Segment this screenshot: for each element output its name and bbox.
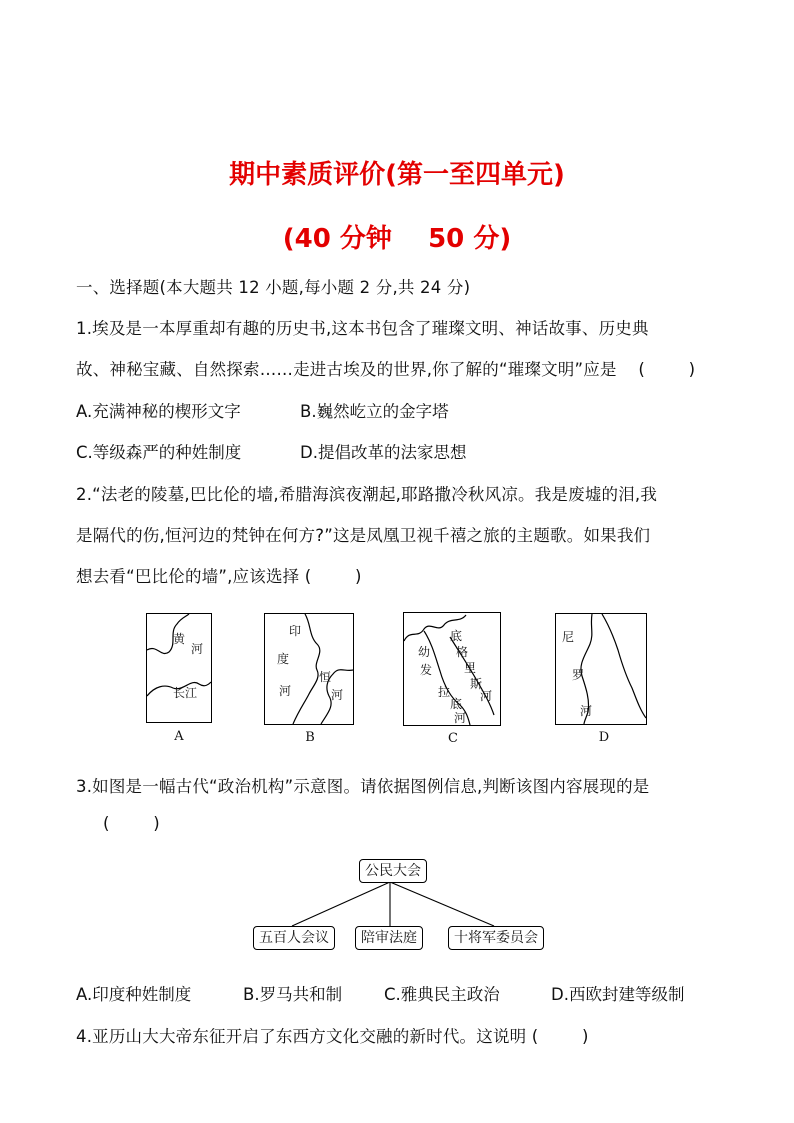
diagram-node-generals: 十将军委员会 — [448, 926, 544, 950]
map-b-label-2: 度 — [277, 652, 290, 666]
question-3-line-2: ( ) — [103, 814, 160, 833]
q3-option-b[interactable]: B.罗马共和制 — [243, 985, 343, 1004]
map-a-caption: A — [174, 729, 184, 744]
map-c-label-6: 幼 — [418, 645, 431, 659]
map-a-label-2: 河 — [191, 642, 204, 656]
question-1-line-2: 故、神秘宝藏、自然探索……走进古埃及的世界,你了解的“璀璨文明”应是 ( ) — [76, 360, 696, 379]
map-b-label-4: 恒 — [319, 670, 332, 684]
map-b-label-5: 河 — [331, 688, 344, 702]
question-2-line-1: 2.“法老的陵墓,巴比伦的墙,希腊海滨夜潮起,耶路撒冷秋风凉。我是废墟的泪,我 — [76, 485, 658, 504]
map-b-label-1: 印 — [289, 624, 302, 638]
map-c-label-4: 斯 — [470, 677, 483, 691]
map-c-label-7: 发 — [420, 663, 433, 677]
diagram-node-council: 五百人会议 — [253, 926, 335, 950]
map-c-label-9: 底 — [450, 697, 463, 711]
q1-option-d[interactable]: D.提倡改革的法家思想 — [300, 443, 467, 462]
q3-option-a[interactable]: A.印度种姓制度 — [76, 985, 192, 1004]
map-d-label-2: 罗 — [572, 668, 585, 682]
q1-option-b[interactable]: B.巍然屹立的金字塔 — [300, 402, 449, 421]
question-3-line-1: 3.如图是一幅古代“政治机构”示意图。请依据图例信息,判断该图内容展现的是 — [76, 777, 650, 796]
diagram-node-court: 陪审法庭 — [355, 926, 423, 950]
map-d-caption: D — [598, 730, 610, 745]
map-d-label-1: 尼 — [562, 630, 575, 644]
q1-option-a[interactable]: A.充满神秘的楔形文字 — [76, 402, 241, 421]
q3-option-c[interactable]: C.雅典民主政治 — [384, 985, 500, 1004]
map-c-label-5: 河 — [480, 689, 493, 703]
page-title: 期中素质评价(第一至四单元) — [229, 160, 565, 190]
map-c-label-8: 拉 — [438, 685, 451, 699]
map-c-caption: C — [448, 731, 458, 746]
map-c-label-10: 河 — [454, 711, 467, 725]
question-2-line-3: 想去看“巴比伦的墙”,应该选择 ( ) — [76, 567, 362, 586]
section-heading: 一、选择题(本大题共 12 小题,每小题 2 分,共 24 分) — [76, 278, 471, 297]
page-subtitle: (40 分钟 50 分) — [282, 224, 512, 254]
map-b-label-3: 河 — [279, 684, 292, 698]
question-1-line-1: 1.埃及是一本厚重却有趣的历史书,这本书包含了璀璨文明、神话故事、历史典 — [76, 319, 649, 338]
question-2-line-2: 是隔代的伤,恒河边的梵钟在何方?”这是凤凰卫视千禧之旅的主题歌。如果我们 — [76, 526, 651, 545]
question-4-line-1: 4.亚历山大大帝东征开启了东西方文化交融的新时代。这说明 ( ) — [76, 1027, 589, 1046]
map-c-label-2: 格 — [456, 645, 469, 659]
q1-option-c[interactable]: C.等级森严的种姓制度 — [76, 443, 242, 462]
map-c-label-1: 底 — [450, 629, 463, 643]
map-c-label-3: 里 — [464, 661, 477, 675]
map-b-caption: B — [305, 730, 315, 745]
map-a-label-3: 长江 — [173, 686, 198, 700]
map-d-label-3: 河 — [580, 704, 593, 718]
map-a-label-1: 黄 — [173, 632, 186, 646]
q3-option-d[interactable]: D.西欧封建等级制 — [551, 985, 685, 1004]
diagram-node-assembly: 公民大会 — [359, 859, 427, 883]
